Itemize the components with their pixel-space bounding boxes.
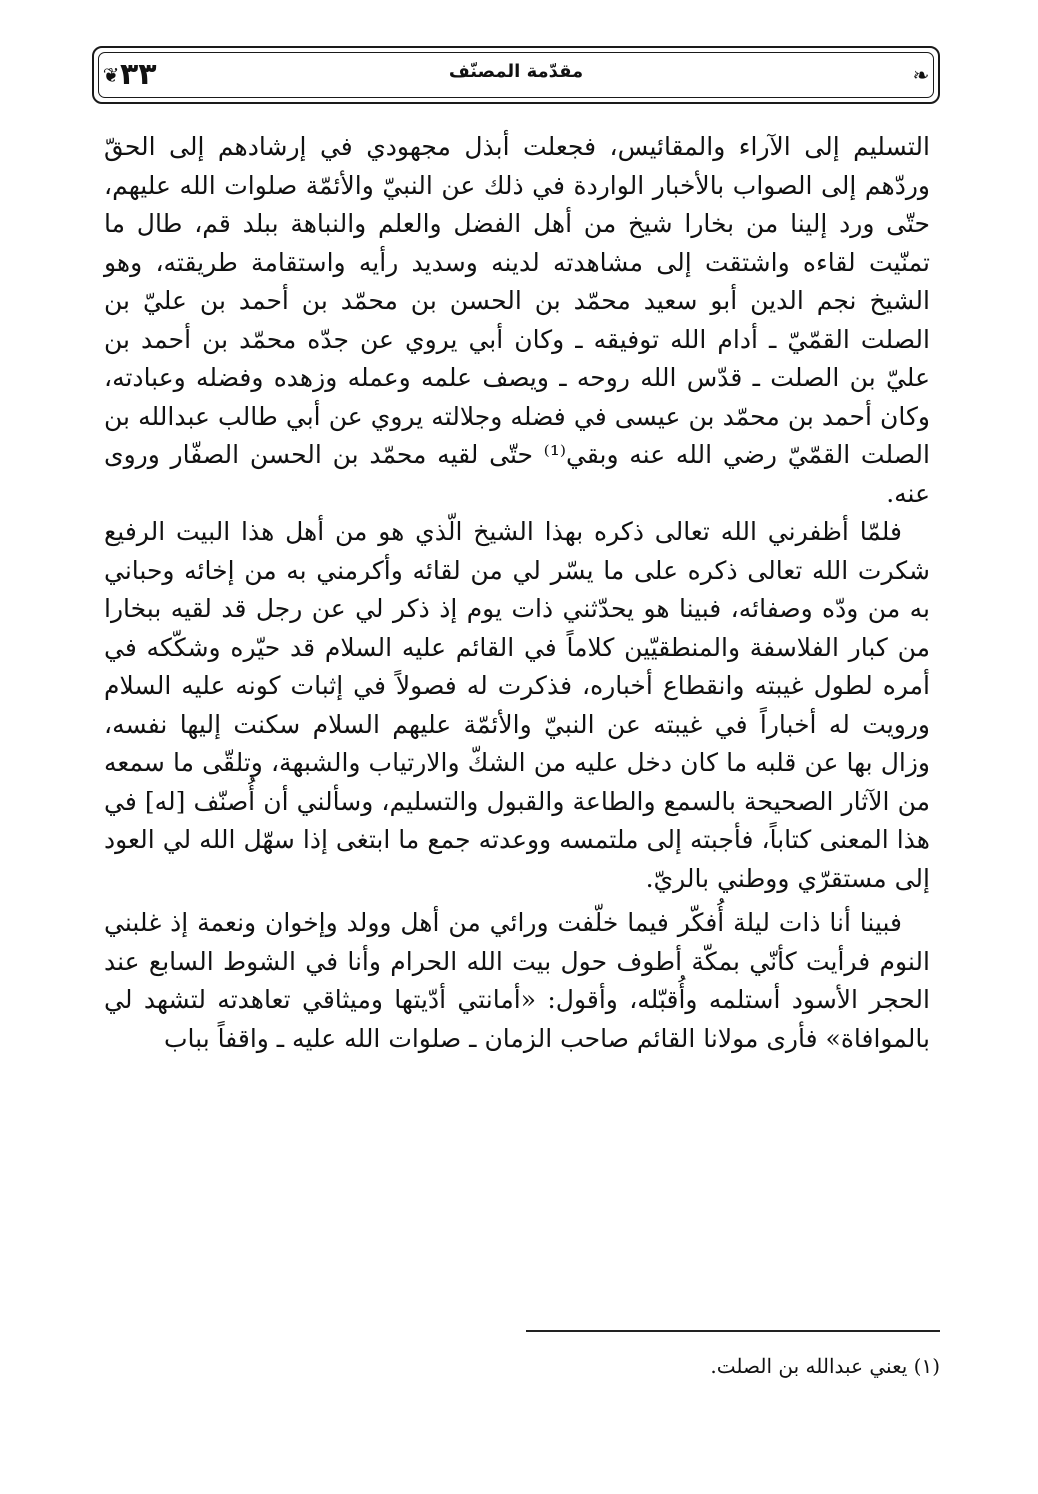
page-number: ٣٣: [120, 57, 157, 92]
paragraph-3: فبينا أنا ذات ليلة أُفكّر فيما خلّفت ورائي من أهل وولد وإخوان ونعمة إذ غلبني النوم فرأيت كأنّي بمكّة أطوف حول بيت الله الحرام وأنا في الشوط السابع عند الحجر الأسود أستلمه وأُقبّله، وأقول: «أمانتي أدّيتها وميثاقي تعاهدته لتشهد لي بالموافاة» فأرى مولانا القائم صاحب الزمان ـ صلوات الله عليه ـ واقفاً بباب: [104, 908, 930, 1053]
paragraph-1: التسليم إلى الآراء والمقائيس، فجعلت أبذل مجهودي في إرشادهم إلى الحقّ وردّهم إلى الصواب بالأخبار الواردة في ذلك عن النبيّ والأئمّة صلوات الله عليهم، حتّى ورد إلينا من بخارا شيخ من أهل الفضل والعلم والنباهة ببلد قم، طال ما تمنّيت لقاءه واشتقت إلى مشاهدته لدينه وسديد رأيه واستقامة طريقته، وهو الشيخ نجم الدين أبو سعيد محمّد بن الحسن بن محمّد بن أحمد بن عليّ بن الصلت القمّيّ ـ أدام الله توفيقه ـ وكان أبي يروي عن جدّه محمّد بن أحمد بن عليّ بن الصلت ـ قدّس الله روحه ـ ويصف علمه وعمله وزهده وفضله وعبادته، وكان أحمد بن محمّد بن عيسى في فضله وجلالته يروي عن أبي طالب عبدالله بن الصلت القمّيّ رضي الله عنه وبقي⁽¹⁾ حتّى لقيه محمّد بن الحسن الصفّار وروى عنه.: [104, 132, 930, 508]
footnote-divider: [526, 1330, 940, 1332]
page-header: [92, 46, 940, 104]
footnote: (١) يعني عبدالله بن الصلت.: [710, 1354, 940, 1378]
paragraph-2: فلمّا أظفرني الله تعالى ذكره بهذا الشيخ الّذي هو من أهل هذا البيت الرفيع شكرت الله تعالى ذكره على ما يسّر لي من لقائه وأكرمني به من إخائه وحباني به من ودّه وصفائه، فبينا هو يحدّثني ذات يوم إذ ذكر لي عن رجل قد لقيه ببخارا من كبار الفلاسفة والمنطقيّين كلاماً في القائم عليه السلام قد حيّره وشكّكه في أمره لطول غيبته وانقطاع أخباره، فذكرت له فصولاً في إثبات كونه عليه السلام ورويت له أخباراً في غيبته عن النبيّ والأئمّة عليهم السلام سكنت إليها نفسه، وزال بها عن قلبه ما كان دخل عليه من الشكّ والارتياب والشبهة، وتلقّى ما سمعه من الآثار الصحيحة بالسمع والطاعة والقبول والتسليم، وسألني أن أُصنّف [له] في هذا المعنى كتاباً، فأجبته إلى ملتمسه ووعدته جمع ما ابتغى إذا سهّل الله لي العود إلى مستقرّي ووطني بالريّ.: [104, 517, 930, 893]
body-text: [104, 128, 930, 1058]
ornament-left-icon: ❦: [102, 63, 120, 87]
ornament-right-icon: ❧: [912, 63, 930, 87]
running-title: مقدّمة المصنّف: [448, 61, 584, 82]
